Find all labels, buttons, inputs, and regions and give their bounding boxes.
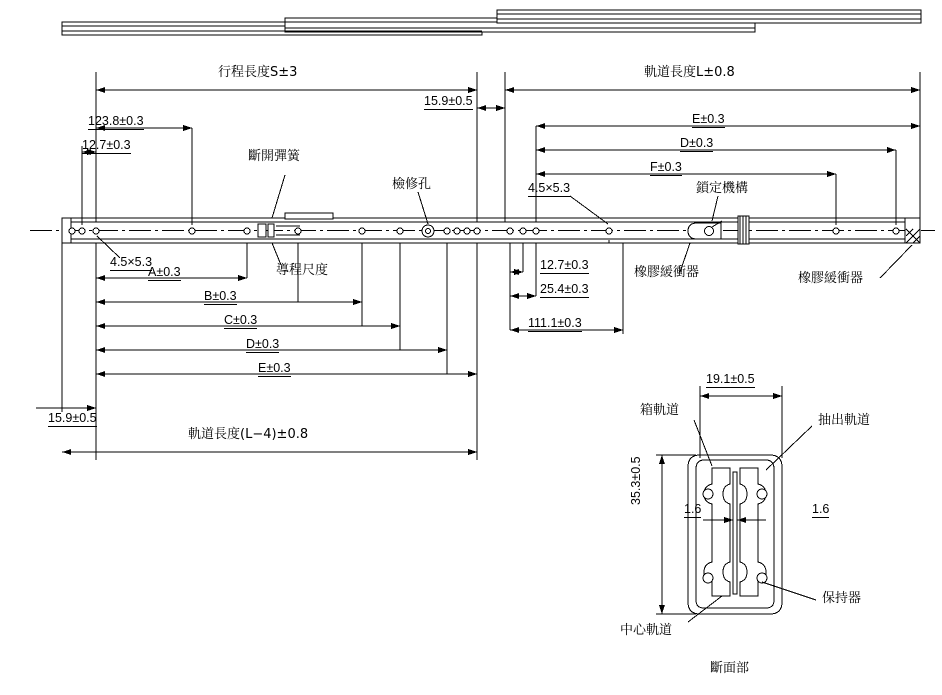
callout-box-rail: 箱軌道 xyxy=(640,403,680,418)
section-dim-thickness-left: 1.6 xyxy=(684,502,702,516)
callout-center-rail: 中心軌道 xyxy=(620,623,673,638)
callout-lead-dimension: 導程尺度 xyxy=(276,263,329,278)
dim-12-7-top: 12.7±0.3 xyxy=(82,138,131,152)
callout-pull-out-rail: 抽出軌道 xyxy=(818,413,871,428)
dim-e-right: E±0.3 xyxy=(692,112,725,126)
dim-a: A±0.3 xyxy=(148,265,181,279)
dim-b: B±0.3 xyxy=(204,289,237,303)
dim-15-9-left: 15.9±0.5 xyxy=(48,411,97,425)
dim-rail-length: 軌道長度L±0.8 xyxy=(644,65,735,80)
section-caption: 斷面部 xyxy=(710,661,750,676)
callout-rubber-buffer-right: 橡膠緩衝器 xyxy=(798,271,864,286)
dim-12-7-right: 12.7±0.3 xyxy=(540,258,589,272)
callout-retainer: 保持器 xyxy=(822,591,862,606)
callout-disconnect-spring: 斷開彈簧 xyxy=(248,149,301,164)
section-dim-thickness-right: 1.6 xyxy=(812,502,830,516)
dim-d-right: D±0.3 xyxy=(680,136,714,150)
dim-d-left: D±0.3 xyxy=(246,337,280,351)
dim-hole-slot-left: 4.5×5.3 xyxy=(110,255,153,269)
dim-rail-length-minus: 軌道長度(L−4)±0.8 xyxy=(188,427,309,442)
dim-123-8: 123.8±0.3 xyxy=(88,114,144,128)
dim-25-4-right: 25.4±0.3 xyxy=(540,282,589,296)
callout-lock-mechanism: 鎖定機構 xyxy=(696,181,749,196)
dim-15-9-mid: 15.9±0.5 xyxy=(424,94,473,108)
section-dim-height: 35.3±0.5 xyxy=(629,456,643,505)
dim-hole-slot-right: 4.5×5.3 xyxy=(528,181,571,195)
callout-inspection-hole: 檢修孔 xyxy=(392,177,432,192)
dim-111-1-right: 111.1±0.3 xyxy=(528,316,582,330)
dim-f-right: F±0.3 xyxy=(650,160,682,174)
dim-c: C±0.3 xyxy=(224,313,258,327)
dim-travel-length: 行程長度S±3 xyxy=(218,65,298,80)
callout-rubber-buffer-mid: 橡膠緩衝器 xyxy=(634,265,700,280)
section-dim-width: 19.1±0.5 xyxy=(706,372,755,386)
dim-e-left: E±0.3 xyxy=(258,361,291,375)
